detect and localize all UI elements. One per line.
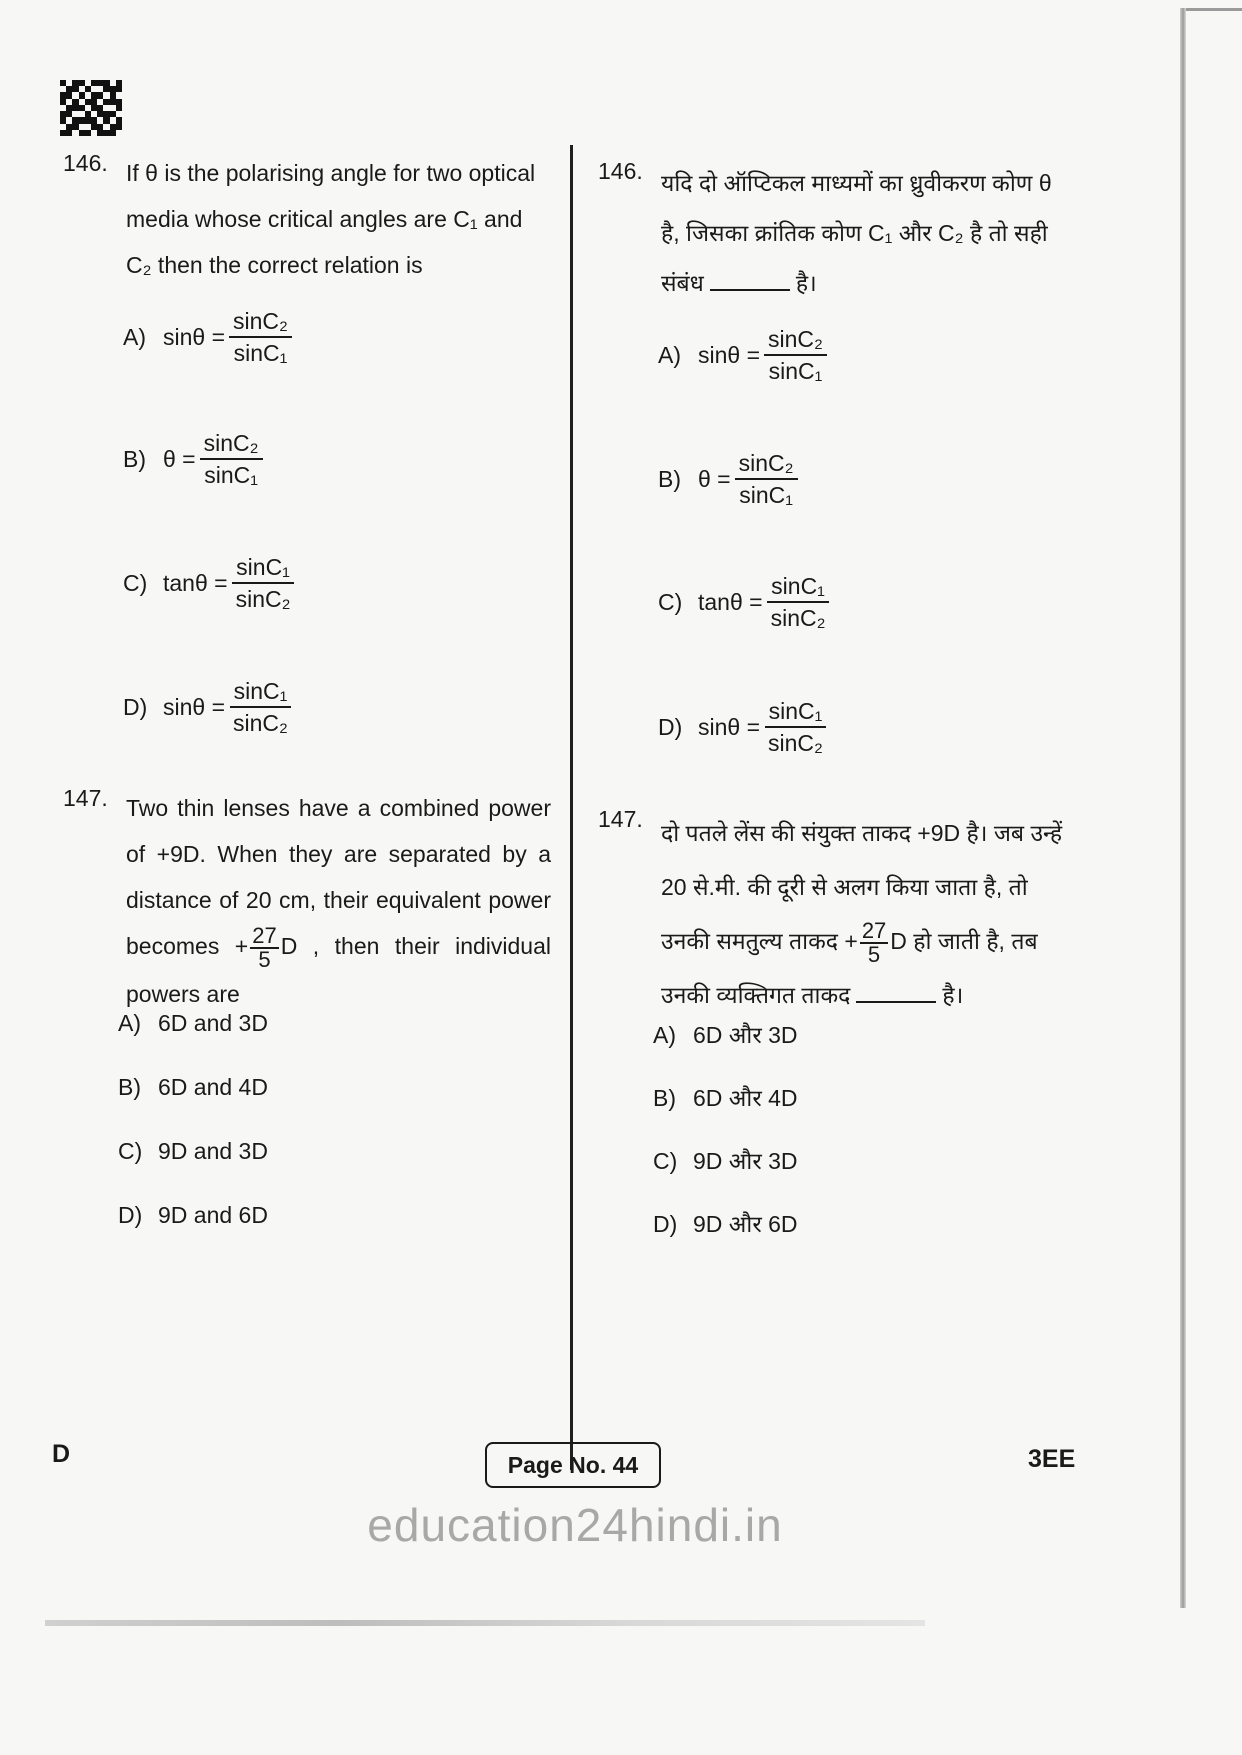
- fraction-numerator: sinC₂: [229, 308, 292, 338]
- option-label: B): [123, 445, 146, 472]
- option-text: 9D and 6D: [158, 1202, 268, 1228]
- option-147-c-hi[interactable]: [653, 1144, 798, 1176]
- option-label: C): [658, 588, 683, 615]
- page-edge: [1180, 8, 1186, 1608]
- option-text: 9D and 3D: [158, 1138, 268, 1164]
- question-text-part: D , then their individual powers are: [126, 933, 551, 1007]
- fraction-denominator: sinC₁: [768, 358, 823, 384]
- option-label: B): [658, 465, 681, 492]
- fraction-numerator: 27: [861, 917, 887, 943]
- fraction-denominator: sinC₂: [233, 710, 288, 736]
- question-text-part: D हो जाती है, तब उनकी व्यक्तिगत ताकद: [661, 928, 1038, 1008]
- option-label: A): [118, 1010, 141, 1036]
- watermark: education24hindi.in: [367, 1499, 783, 1551]
- fraction-numerator: sinC₂: [200, 430, 263, 460]
- option-146-b-en[interactable]: [123, 430, 263, 488]
- option-147-b-hi[interactable]: [653, 1081, 798, 1113]
- option-146-c-hi[interactable]: [658, 573, 830, 631]
- option-lhs: θ =: [163, 445, 196, 472]
- question-number: 147.: [598, 806, 643, 832]
- option-lhs: sinθ =: [163, 693, 226, 720]
- fraction-denominator: sinC₁: [233, 340, 288, 366]
- question-text: If θ is the polarising angle for two optical media whose critical angles are C₁ and C₂ then the correct relation is: [126, 160, 536, 278]
- column-divider: [570, 145, 573, 1470]
- fraction-denominator: 5: [258, 946, 271, 972]
- inline-fraction: [860, 917, 888, 967]
- option-147-a-en[interactable]: [118, 1010, 268, 1037]
- question-text: [126, 785, 551, 1017]
- option-label: A): [658, 341, 681, 368]
- answer-blank: [856, 1000, 936, 1003]
- option-lhs: tanθ =: [163, 569, 228, 596]
- question-text: [661, 806, 1081, 1022]
- option-146-a-en[interactable]: [123, 308, 292, 366]
- option-label: C): [123, 569, 148, 596]
- option-146-d-en[interactable]: [123, 678, 292, 736]
- fraction-numerator: sinC₂: [735, 450, 798, 480]
- option-label: D): [653, 1211, 678, 1237]
- option-label: C): [118, 1138, 143, 1164]
- question-text-part: है।: [942, 982, 964, 1008]
- option-146-c-en[interactable]: [123, 554, 295, 612]
- fraction-numerator: sinC₁: [767, 573, 829, 603]
- option-147-c-en[interactable]: [118, 1138, 268, 1165]
- option-lhs: sinθ =: [163, 323, 226, 350]
- question-text-part: यदि दो ऑप्टिकल माध्यमों का ध्रुवीकरण कोण θ है, जिसका क्रांतिक कोण C₁ और C₂ है तो सही संबंध: [661, 170, 1052, 296]
- option-lhs: sinθ =: [698, 713, 761, 740]
- fraction-denominator: sinC₁: [204, 462, 258, 488]
- inline-fraction: [250, 922, 278, 972]
- option-146-b-hi[interactable]: [658, 450, 798, 508]
- scan-smudge: [45, 1620, 925, 1626]
- question-number: 147.: [63, 785, 108, 811]
- fraction-numerator: sinC₁: [232, 554, 294, 584]
- option-label: B): [653, 1085, 676, 1111]
- option-text: 9D और 6D: [693, 1211, 798, 1237]
- option-text: 6D and 4D: [158, 1074, 268, 1100]
- option-147-d-hi[interactable]: [653, 1207, 798, 1239]
- option-label: D): [658, 713, 683, 740]
- qr-code-icon: [60, 80, 122, 136]
- question-text-part: Two thin lenses have a combined power of +9D. When they are separated by a distance of 20 cm, their equivalent power becomes +: [126, 795, 551, 959]
- option-label: B): [118, 1074, 141, 1100]
- question-number: 146.: [63, 150, 108, 176]
- fraction-numerator: sinC₁: [765, 698, 827, 728]
- fraction-numerator: sinC₂: [764, 326, 827, 356]
- fraction-denominator: sinC₁: [739, 482, 793, 508]
- fraction-denominator: sinC₂: [770, 605, 826, 631]
- option-lhs: sinθ =: [698, 341, 761, 368]
- option-146-a-hi[interactable]: [658, 326, 827, 384]
- option-lhs: θ =: [698, 465, 731, 492]
- question-text: [661, 158, 1071, 308]
- question-text-part: है।: [795, 270, 817, 296]
- option-label: A): [653, 1022, 676, 1048]
- option-text: 6D and 3D: [158, 1010, 268, 1036]
- paper-code: 3EE: [1028, 1445, 1076, 1473]
- answer-blank: [710, 288, 790, 291]
- fraction-denominator: sinC₂: [235, 586, 291, 612]
- question-number: 146.: [598, 158, 643, 184]
- question-text-part: दो पतले लेंस की संयुक्त ताकद +9D है। जब उन्हें 20 से.मी. की दूरी से अलग किया जाता है, तो उनकी समतुल्य ताकद +: [661, 820, 1063, 954]
- option-label: C): [653, 1148, 678, 1174]
- option-text: 9D और 3D: [693, 1148, 798, 1174]
- option-text: 6D और 3D: [693, 1022, 798, 1048]
- set-letter: D: [52, 1440, 71, 1468]
- fraction-numerator: sinC₁: [230, 678, 292, 708]
- option-146-d-hi[interactable]: [658, 698, 827, 756]
- option-label: A): [123, 323, 146, 350]
- page-number-box: Page No. 44: [485, 1442, 661, 1488]
- page-edge-top: [1186, 8, 1242, 11]
- option-label: D): [123, 693, 148, 720]
- fraction-numerator: 27: [252, 922, 277, 948]
- option-text: 6D और 4D: [693, 1085, 798, 1111]
- fraction-denominator: 5: [867, 941, 881, 967]
- option-label: D): [118, 1202, 143, 1228]
- option-lhs: tanθ =: [698, 588, 763, 615]
- option-147-d-en[interactable]: [118, 1202, 268, 1229]
- option-147-a-hi[interactable]: [653, 1018, 798, 1050]
- option-147-b-en[interactable]: [118, 1074, 268, 1101]
- fraction-denominator: sinC₂: [768, 730, 823, 756]
